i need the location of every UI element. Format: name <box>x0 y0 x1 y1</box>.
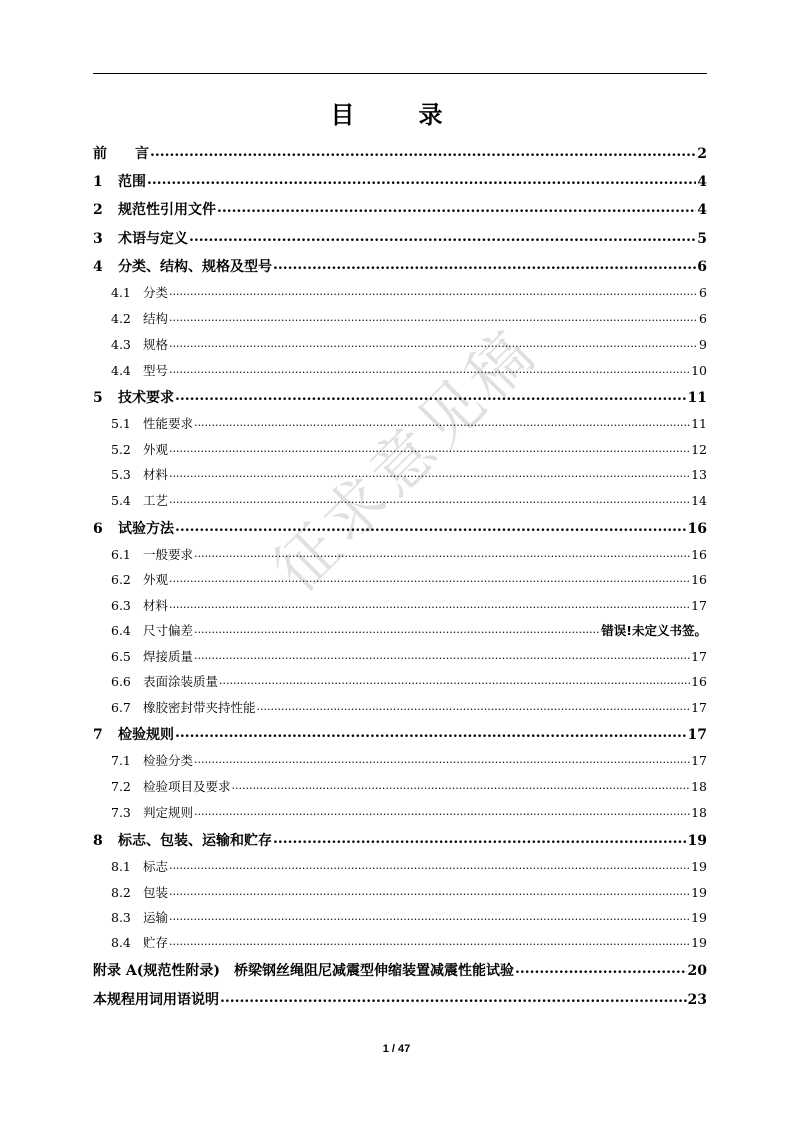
toc-entry[interactable] <box>93 387 707 407</box>
toc-entry-label: 分类、结构、规格及型号 <box>118 259 272 275</box>
toc-leader-dots <box>169 908 690 923</box>
toc-entry[interactable] <box>111 596 707 614</box>
toc-entry[interactable] <box>111 908 707 926</box>
toc-entry-label: 运输 <box>143 910 169 925</box>
toc-entry-label: 检验分类 <box>143 753 194 768</box>
toc-entry-label: 检验项目及要求 <box>143 779 231 794</box>
toc-entry-page: 20 <box>687 963 707 979</box>
toc-entry-page: 19 <box>691 910 707 925</box>
toc-leader-dots <box>217 200 696 216</box>
toc-leader-dots <box>273 831 687 847</box>
toc-entry-page: 6 <box>699 285 707 300</box>
toc-entry-label: 分类 <box>143 285 169 300</box>
toc-entry-number: 4.2 <box>111 311 131 326</box>
toc-entry[interactable] <box>111 672 707 690</box>
toc-entry-number: 5.2 <box>111 442 131 457</box>
toc-entry-label: 检验规则 <box>118 727 174 743</box>
page-title: 目 录 <box>330 101 463 129</box>
toc-entry-page: 16 <box>687 521 707 537</box>
toc-leader-dots <box>257 698 691 713</box>
toc-entry-page: 错误!未定义书签。 <box>601 623 707 638</box>
toc-entry[interactable] <box>111 283 707 301</box>
toc-leader-dots <box>219 672 690 687</box>
toc-entry-page: 16 <box>691 572 707 587</box>
toc-entry-label: 规范性引用文件 <box>118 202 216 218</box>
toc-entry[interactable] <box>93 228 707 248</box>
toc-entry-page: 17 <box>691 649 707 664</box>
toc-entry-page: 17 <box>687 727 707 743</box>
toc-entry-label: 表面涂装质量 <box>143 674 219 689</box>
toc-leader-dots <box>194 647 690 662</box>
toc-entry-page: 10 <box>691 363 707 378</box>
toc-entry-label: 前 言 <box>93 146 149 162</box>
toc-entry-number: 5.4 <box>111 493 131 508</box>
toc-entry-number: 6.1 <box>111 547 131 562</box>
toc-leader-dots <box>194 803 690 818</box>
toc-leader-dots <box>147 172 696 188</box>
toc-leader-dots <box>194 414 690 429</box>
toc-leader-dots <box>194 751 690 766</box>
toc-entry-number: 6.7 <box>111 700 131 715</box>
toc-leader-dots <box>194 621 600 636</box>
toc-leader-dots <box>169 335 698 350</box>
toc-entry[interactable] <box>111 570 707 588</box>
toc-entry-number: 4 <box>93 259 103 275</box>
toc-entry-number: 8.2 <box>111 885 131 900</box>
toc-leader-dots <box>169 309 698 324</box>
header-rule <box>93 73 707 74</box>
toc-entry-number: 4.3 <box>111 337 131 352</box>
toc-entry-page: 14 <box>691 493 707 508</box>
watermark: 征求意见稿 <box>259 313 552 606</box>
toc-leader-dots <box>169 491 690 506</box>
toc-entry-page: 19 <box>691 859 707 874</box>
toc-entry-number: 3 <box>93 231 103 247</box>
toc-entry-number: 6 <box>93 521 103 537</box>
toc-leader-dots <box>175 519 687 535</box>
toc-entry-label: 一般要求 <box>143 547 194 562</box>
toc-entry-number: 7.3 <box>111 805 131 820</box>
toc-entry-page: 9 <box>699 337 707 352</box>
toc-entry-number: 8 <box>93 833 103 849</box>
toc-entry-page: 17 <box>691 598 707 613</box>
toc-entry[interactable] <box>111 335 707 353</box>
toc-entry-number: 7.1 <box>111 753 131 768</box>
toc-entry-number: 6.6 <box>111 674 131 689</box>
toc-leader-dots <box>169 361 690 376</box>
toc-leader-dots <box>169 283 698 298</box>
toc-leader-dots <box>175 388 687 404</box>
toc-entry-label: 材料 <box>143 598 169 613</box>
toc-entry-label: 试验方法 <box>118 521 174 537</box>
toc-entry[interactable] <box>93 518 707 538</box>
toc-leader-dots <box>194 545 690 560</box>
toc-entry[interactable] <box>111 309 707 327</box>
toc-entry-number: 1 <box>93 174 103 190</box>
toc-entry[interactable] <box>111 647 707 665</box>
toc-leader-dots <box>169 440 690 455</box>
toc-entry[interactable] <box>111 777 707 795</box>
toc-entry-label: 技术要求 <box>118 390 174 406</box>
toc-entry-number: 4.4 <box>111 363 131 378</box>
toc-entry[interactable] <box>93 143 707 163</box>
toc-entry[interactable] <box>111 803 707 821</box>
toc-entry-page: 18 <box>691 805 707 820</box>
toc-entry-label: 范围 <box>118 174 146 190</box>
toc-entry-page: 23 <box>687 992 707 1008</box>
toc-entry-number: 6.3 <box>111 598 131 613</box>
toc-leader-dots <box>169 933 690 948</box>
toc-leader-dots <box>515 961 687 977</box>
toc-entry-label: 工艺 <box>143 493 169 508</box>
toc-entry-page: 11 <box>687 390 707 406</box>
toc-leader-dots <box>232 777 691 792</box>
toc-entry[interactable] <box>111 883 707 901</box>
toc-entry-label: 术语与定义 <box>118 231 188 247</box>
toc-leader-dots <box>189 229 696 245</box>
toc-entry[interactable] <box>93 989 707 1009</box>
toc-entry[interactable] <box>111 933 707 951</box>
toc-entry-page: 11 <box>691 416 707 431</box>
toc-entry-number: 7 <box>93 727 103 743</box>
toc-entry[interactable] <box>93 830 707 850</box>
toc-entry-page: 4 <box>697 174 707 190</box>
toc-leader-dots <box>150 144 696 160</box>
toc-entry-page: 19 <box>691 885 707 900</box>
toc-leader-dots <box>175 725 687 741</box>
toc-entry-number: 8.3 <box>111 910 131 925</box>
toc-entry-label: 外观 <box>143 572 169 587</box>
toc-leader-dots <box>169 857 690 872</box>
toc-leader-dots <box>273 257 696 273</box>
toc-entry[interactable] <box>111 361 707 379</box>
toc-entry-label: 焊接质量 <box>143 649 194 664</box>
toc-entry-page: 19 <box>687 833 707 849</box>
toc-entry[interactable] <box>111 698 707 716</box>
toc-entry-number: 6.5 <box>111 649 131 664</box>
toc-entry-label: 包装 <box>143 885 169 900</box>
toc-entry-label: 外观 <box>143 442 169 457</box>
toc-entry-label: 橡胶密封带夹持性能 <box>143 700 256 715</box>
toc-leader-dots <box>169 596 690 611</box>
toc-entry-label: 标志、包装、运输和贮存 <box>118 833 272 849</box>
toc-entry-label: 判定规则 <box>143 805 194 820</box>
toc-entry-page: 17 <box>691 700 707 715</box>
toc-entry-label: 本规程用词用语说明 <box>93 992 219 1008</box>
toc-entry-number: 6.4 <box>111 623 131 638</box>
toc-leader-dots <box>220 990 687 1006</box>
toc-entry-number: 8.1 <box>111 859 131 874</box>
toc-entry-label: 贮存 <box>143 935 169 950</box>
toc-entry-page: 4 <box>697 202 707 218</box>
page-number: 1 / 47 <box>382 1043 411 1055</box>
toc-entry[interactable] <box>111 440 707 458</box>
toc-entry-number: 6.2 <box>111 572 131 587</box>
toc-entry-page: 18 <box>691 779 707 794</box>
toc-entry-page: 6 <box>697 259 707 275</box>
toc-entry-number: 5.1 <box>111 416 131 431</box>
toc-leader-dots <box>169 465 690 480</box>
toc-entry-page: 2 <box>697 146 707 162</box>
toc-entry-page: 6 <box>699 311 707 326</box>
toc-entry-page: 19 <box>691 935 707 950</box>
toc-entry[interactable] <box>93 960 707 980</box>
toc-entry-page: 17 <box>691 753 707 768</box>
toc-entry-label: 标志 <box>143 859 169 874</box>
toc-entry-page: 5 <box>697 231 707 247</box>
toc-entry[interactable] <box>111 751 707 769</box>
toc-entry-label: 附录 A(规范性附录) 桥梁钢丝绳阻尼减震型伸缩装置减震性能试验 <box>93 963 514 979</box>
toc-entry[interactable] <box>93 256 707 276</box>
toc-entry-page: 16 <box>691 674 707 689</box>
toc-entry[interactable] <box>93 171 707 191</box>
toc-entry[interactable] <box>111 465 707 483</box>
toc-entry-label: 性能要求 <box>143 416 194 431</box>
toc-leader-dots <box>169 883 690 898</box>
toc-entry[interactable] <box>111 545 707 563</box>
toc-entry-number: 4.1 <box>111 285 131 300</box>
toc-entry-label: 型号 <box>143 363 169 378</box>
toc-entry[interactable] <box>111 621 707 639</box>
toc-entry-label: 材料 <box>143 467 169 482</box>
toc-entry-page: 13 <box>691 467 707 482</box>
toc-entry-number: 7.2 <box>111 779 131 794</box>
toc-entry-page: 16 <box>691 547 707 562</box>
toc-entry-label: 规格 <box>143 337 169 352</box>
toc-leader-dots <box>169 570 690 585</box>
toc-entry[interactable] <box>111 857 707 875</box>
toc-entry[interactable] <box>111 414 707 432</box>
toc-entry-label: 尺寸偏差 <box>143 623 194 638</box>
toc-entry-number: 8.4 <box>111 935 131 950</box>
toc-entry[interactable] <box>111 491 707 509</box>
toc-entry[interactable] <box>93 724 707 744</box>
toc-entry-number: 5 <box>93 390 103 406</box>
toc-entry-page: 12 <box>691 442 707 457</box>
toc-entry-number: 2 <box>93 202 103 218</box>
toc-entry[interactable] <box>93 199 707 219</box>
toc-entry-number: 5.3 <box>111 467 131 482</box>
toc-entry-label: 结构 <box>143 311 169 326</box>
